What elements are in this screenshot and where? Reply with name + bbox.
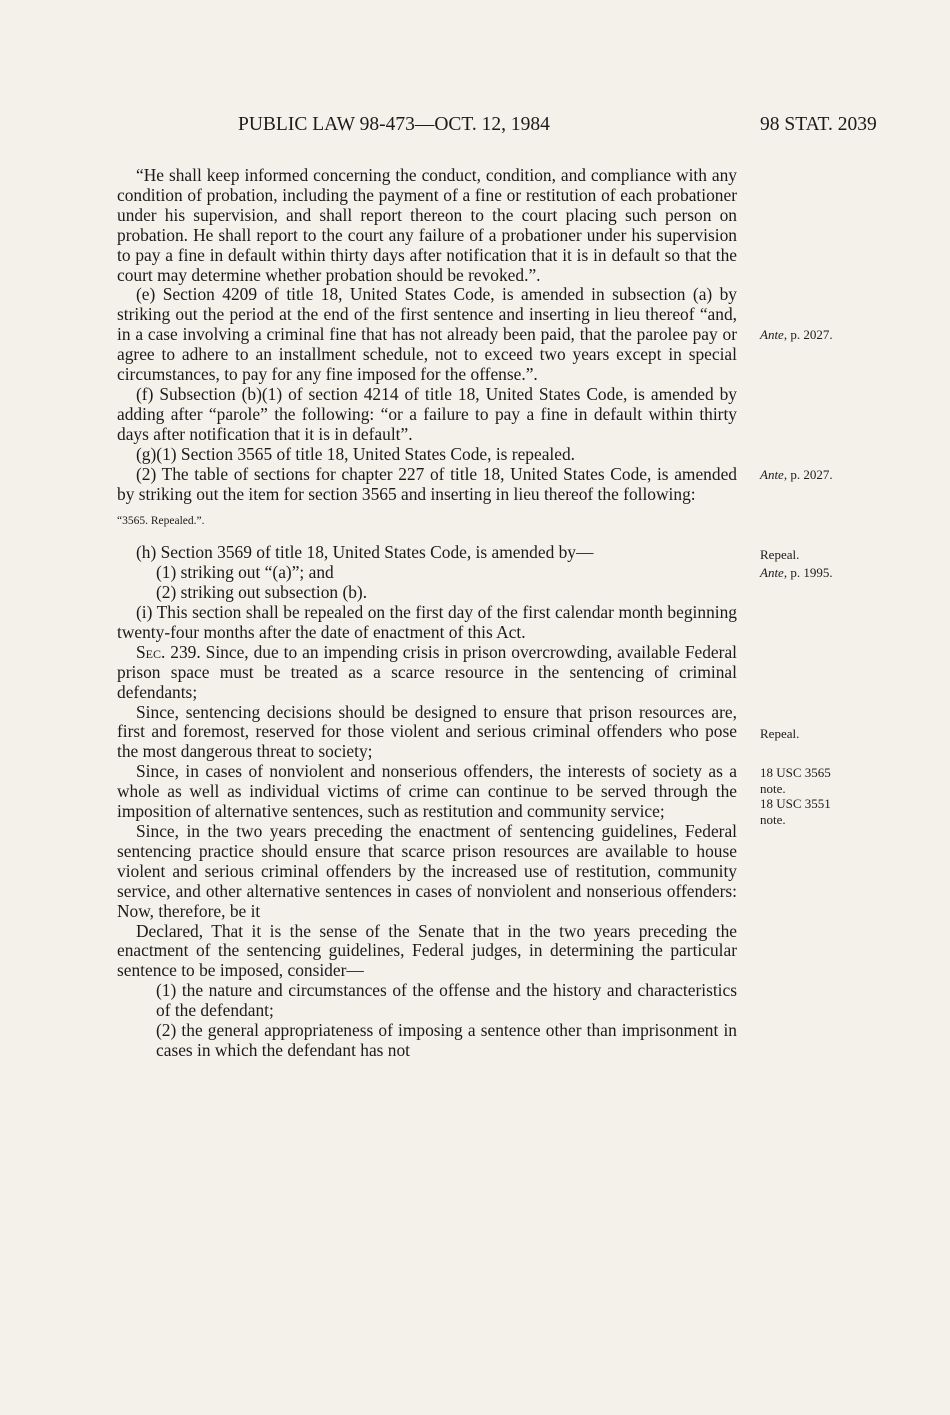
paragraph-subsection-h: (h) Section 3569 of title 18, United States Code, is amended by— [136, 542, 594, 563]
paragraph-since-sentencing-decisions: Since, sentencing decisions should be designed to ensure that prison resources are, first and foremost, reserved for those violent and serious criminal offenders who pose the most dangerous threat to society; [117, 701, 737, 762]
margin-note-ante-2027-a: Ante, p. 2027. [760, 327, 833, 342]
margin-note-ante-1995: Ante, p. 1995. [760, 565, 833, 580]
paragraph-consider-item-2: (2) the general appropriateness of imposing a sentence other than imprisonment in cases in which the defendant has not [156, 1020, 737, 1060]
body-text [117, 166, 737, 1061]
margin-note-usc-3551: 18 USC 3551 [760, 796, 831, 811]
page-title: PUBLIC LAW 98-473—OCT. 12, 1984 [238, 114, 550, 135]
paragraph-subsection-e: (e) Section 4209 of title 18, United States Code, is amended in subsection (a) by striking out the period at the end of the first sentence and inserting in lieu thereof “and, in a case involving a criminal fine that has not already been paid, that the parolee pay or agree to adhere to an installment schedule, not to exceed two years except in special circumstances, to pay for any fine imposed for the offense.”. [117, 284, 737, 385]
paragraph-subsection-i: (i) This section shall be repealed on the first day of the first calendar month beginning twenty-four months after the date of enactment of this Act. [117, 602, 737, 642]
paragraph-subsection-h-item-1: (1) striking out “(a)”; and [156, 562, 334, 583]
paragraph-since-nonviolent-offenders: Since, in cases of nonviolent and nonserious offenders, the interests of society as a whole as well as individual victims of crime can continue to be served through the imposition of alternative sentences, such as restitution and community service; [117, 761, 737, 822]
margin-note-repeal-1: Repeal. [760, 547, 800, 562]
paragraph-consider-item-1: (1) the nature and circumstances of the offense and the history and characteristics of the defendant; [156, 980, 737, 1021]
paragraph-section-239 [117, 643, 737, 703]
section-239-text: 239. Since, due to an impending crisis in prison overcrowding, available Federal prison space must be treated as a scarce resource in the sentencing of criminal defendants; [117, 641, 737, 702]
section-label: Sec. [136, 641, 166, 662]
paragraph-subsection-f: (f) Subsection (b)(1) of section 4214 of title 18, United States Code, is amended by adding after “parole” the following: “or a failure to pay a fine in default within thirty days after notification that it is in default”. [117, 383, 737, 444]
paragraph-subsection-g1: (g)(1) Section 3565 of title 18, United States Code, is repealed. [136, 443, 576, 464]
margin-note-usc-3565: 18 USC 3565 [760, 765, 831, 780]
paragraph-probation-officer-duties: “He shall keep informed concerning the conduct, condition, and compliance with any condition of probation, including the payment of a fine or restitution of each probationer under his supervision, and shall report thereon to the court placing such person on probation. He shall report to the court any failure of a probationer under his supervision to pay a fine in default within thirty days after notification that it is in default so that the court may determine whether probation should be revoked.”. [117, 165, 737, 285]
margin-note-ante-2027-b: Ante, p. 2027. [760, 467, 833, 482]
statute-page-number: 98 STAT. 2039 [760, 114, 877, 135]
paragraph-subsection-h-item-2: (2) striking out subsection (b). [156, 582, 368, 603]
margin-note-usc-3551-note: note. [760, 812, 786, 827]
paragraph-subsection-g2: (2) The table of sections for chapter 227 of title 18, United States Code, is amended by striking out the item for section 3565 and inserting in lieu thereof the following: [117, 463, 737, 504]
paragraph-since-two-years-preceding: Since, in the two years preceding the enactment of sentencing guidelines, Federal sentencing practice should ensure that scarce prison resources are available to house violent and serious criminal offenders by the increased use of restitution, community service, and other alternative sentences in cases of nonviolent and nonserious offenders: Now, therefore, be it [117, 821, 737, 921]
table-of-sections-entry: “3565. Repealed.”. [117, 515, 205, 528]
margin-note-usc-3565-note: note. [760, 781, 786, 796]
running-header [0, 114, 950, 140]
paragraph-declared: Declared, That it is the sense of the Senate that in the two years preceding the enactment of the sentencing guidelines, Federal judges, in determining the particular sentence to be imposed, consider— [117, 920, 737, 981]
margin-note-repeal-2: Repeal. [760, 726, 800, 741]
